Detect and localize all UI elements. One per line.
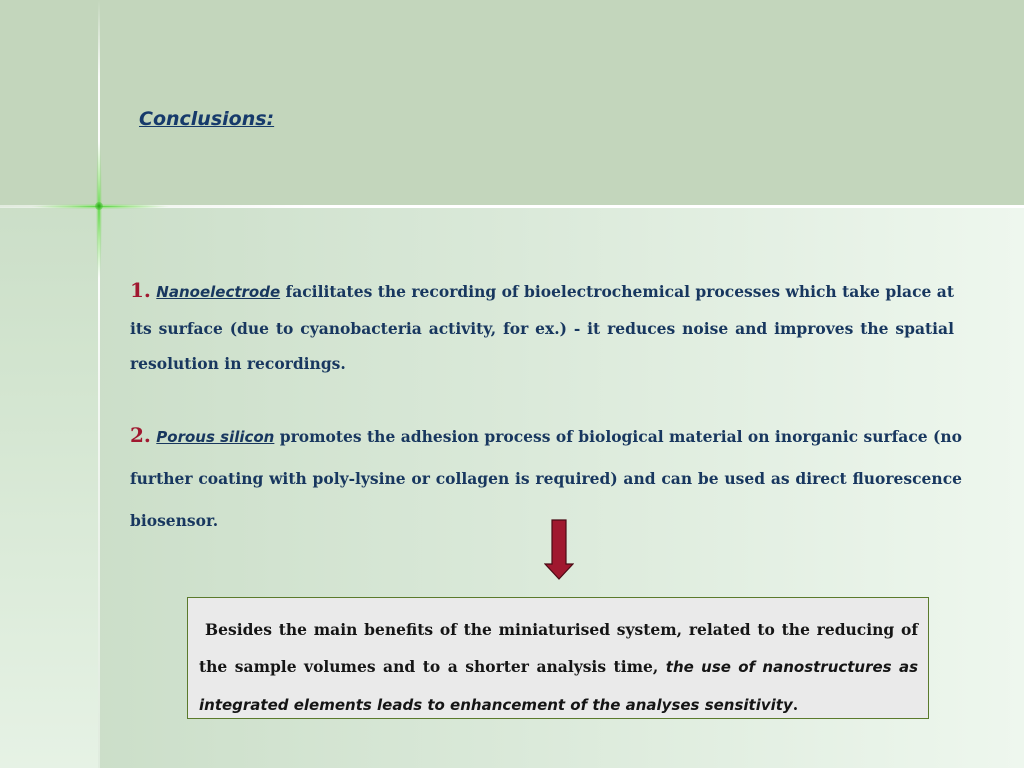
summary-text — [199, 611, 918, 724]
sparkle-glow-vertical — [96, 140, 102, 280]
sparkle-icon — [95, 202, 103, 210]
slide-title: Conclusions: — [139, 108, 275, 130]
summary-end: . — [792, 695, 799, 714]
point-1-text: facilitates the recording of bioelectrochemical processes which take place at its surface (due to cyanobacteria activity, for ex.) - it reduces noise and improves the spatial resolution in recordings. — [130, 282, 954, 373]
top-left-background — [0, 0, 98, 207]
point-2-number: 2. — [130, 423, 151, 447]
conclusion-point-1 — [130, 273, 954, 382]
summary-lead: Besides the main benefits of the miniaturised system, related to the reducing of the sample volumes and to a shorter analysis time, — [199, 620, 918, 676]
point-1-number: 1. — [130, 278, 151, 302]
summary-box — [187, 597, 929, 719]
point-2-term: Porous silicon — [156, 428, 275, 446]
summary-emphasis: the use of nanostructures as integrated elements leads to enhancement of the analyses sensitivity — [199, 658, 918, 714]
top-background-band — [98, 0, 1024, 207]
point-1-term: Nanoelectrode — [156, 283, 281, 301]
down-arrow-icon — [544, 519, 574, 581]
point-2-text: promotes the adhesion process of biological material on inorganic surface (no further coating with poly-lysine or collagen is required) and can be used as direct fluorescence biosensor. — [130, 427, 962, 530]
vertical-divider-line — [98, 0, 100, 768]
